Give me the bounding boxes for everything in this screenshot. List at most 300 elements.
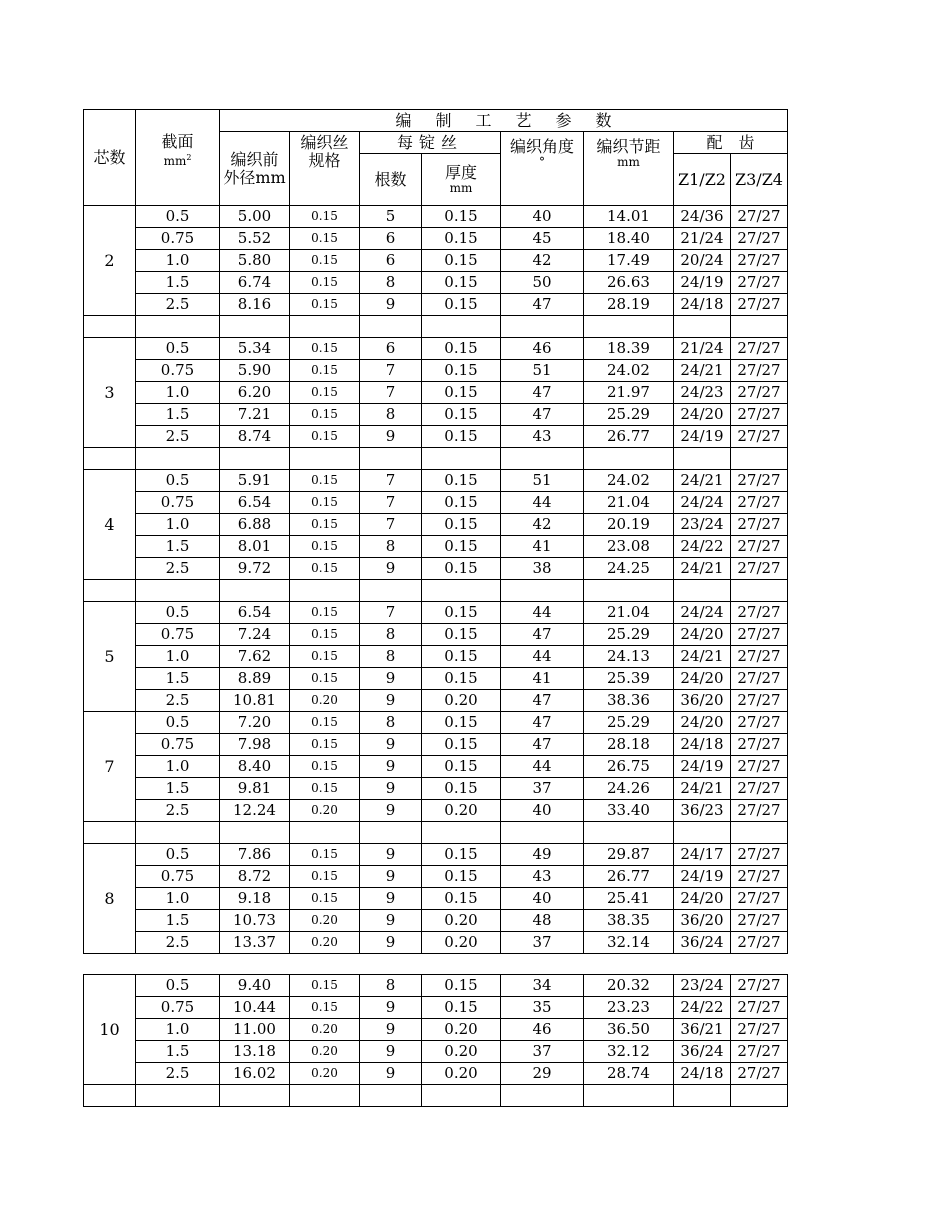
header-section [136, 110, 220, 206]
outer-diameter-cell: 9.72 [220, 558, 290, 580]
header-thickness: 厚度 mm [422, 154, 501, 206]
section-cell: 1.5 [136, 778, 220, 800]
gear-z3-z4-cell: 27/27 [731, 1041, 788, 1063]
braid-angle-cell: 37 [501, 932, 584, 954]
braid-pitch-cell: 26.77 [584, 426, 674, 448]
gear-z3-z4-cell: 27/27 [731, 1019, 788, 1041]
thickness-cell: 0.15 [422, 888, 501, 910]
thickness-cell: 0.20 [422, 1041, 501, 1063]
count-cell: 9 [360, 426, 422, 448]
thickness-cell: 0.15 [422, 646, 501, 668]
outer-diameter-cell: 5.90 [220, 360, 290, 382]
section-cell: 0.75 [136, 734, 220, 756]
gear-z3-z4-cell: 27/27 [731, 360, 788, 382]
section-cell: 0.75 [136, 997, 220, 1019]
count-cell: 9 [360, 668, 422, 690]
braid-pitch-cell: 23.08 [584, 536, 674, 558]
spacer-row [84, 580, 788, 602]
wire-spec-cell: 0.15 [290, 778, 360, 800]
gear-z3-z4-cell: 27/27 [731, 844, 788, 866]
count-cell: 8 [360, 404, 422, 426]
braid-angle-cell: 37 [501, 1041, 584, 1063]
section-cell: 2.5 [136, 800, 220, 822]
wire-spec-cell: 0.15 [290, 294, 360, 316]
count-cell: 9 [360, 932, 422, 954]
wire-spec-cell: 0.20 [290, 800, 360, 822]
gear-z3-z4-cell: 27/27 [731, 734, 788, 756]
gear-z3-z4-cell: 27/27 [731, 228, 788, 250]
outer-diameter-cell: 13.37 [220, 932, 290, 954]
thickness-cell: 0.15 [422, 712, 501, 734]
thickness-cell: 0.15 [422, 844, 501, 866]
thickness-cell: 0.15 [422, 514, 501, 536]
table-row [84, 514, 788, 536]
count-cell: 8 [360, 536, 422, 558]
wire-spec-cell: 0.15 [290, 536, 360, 558]
wire-spec-cell: 0.15 [290, 558, 360, 580]
gear-z3-z4-cell: 27/27 [731, 668, 788, 690]
count-cell: 9 [360, 558, 422, 580]
gear-z3-z4-cell: 27/27 [731, 997, 788, 1019]
outer-diameter-cell: 8.89 [220, 668, 290, 690]
table-row [84, 470, 788, 492]
table-row [84, 228, 788, 250]
table-body [84, 206, 788, 1107]
outer-diameter-cell: 5.52 [220, 228, 290, 250]
braid-pitch-cell: 20.19 [584, 514, 674, 536]
table-row [84, 778, 788, 800]
table-row [84, 360, 788, 382]
braid-angle-cell: 49 [501, 844, 584, 866]
braid-pitch-cell: 32.14 [584, 932, 674, 954]
count-cell: 9 [360, 888, 422, 910]
braid-pitch-cell: 32.12 [584, 1041, 674, 1063]
gear-z1-z2-cell: 24/36 [674, 206, 731, 228]
gear-z1-z2-cell: 21/24 [674, 338, 731, 360]
gear-z1-z2-cell: 24/18 [674, 294, 731, 316]
gear-z3-z4-cell: 27/27 [731, 756, 788, 778]
section-cell: 1.5 [136, 910, 220, 932]
gear-z3-z4-cell: 27/27 [731, 206, 788, 228]
braid-pitch-cell: 25.39 [584, 668, 674, 690]
braid-pitch-cell: 24.26 [584, 778, 674, 800]
gear-z1-z2-cell: 24/20 [674, 668, 731, 690]
gear-z1-z2-cell: 24/22 [674, 997, 731, 1019]
braid-pitch-cell: 18.39 [584, 338, 674, 360]
outer-diameter-cell: 8.40 [220, 756, 290, 778]
section-cell: 1.5 [136, 536, 220, 558]
braid-pitch-cell: 21.97 [584, 382, 674, 404]
outer-diameter-cell: 9.40 [220, 975, 290, 997]
outer-diameter-cell: 6.74 [220, 272, 290, 294]
thickness-cell: 0.15 [422, 426, 501, 448]
section-cell: 1.0 [136, 646, 220, 668]
count-cell: 9 [360, 910, 422, 932]
outer-diameter-cell: 8.74 [220, 426, 290, 448]
wire-spec-cell: 0.15 [290, 844, 360, 866]
braid-pitch-cell: 24.25 [584, 558, 674, 580]
thickness-cell: 0.15 [422, 470, 501, 492]
outer-diameter-cell: 5.34 [220, 338, 290, 360]
count-cell: 8 [360, 624, 422, 646]
outer-diameter-cell: 11.00 [220, 1019, 290, 1041]
section-cell: 0.75 [136, 360, 220, 382]
outer-diameter-cell: 10.73 [220, 910, 290, 932]
table-row [84, 558, 788, 580]
gear-z1-z2-cell: 24/18 [674, 1063, 731, 1085]
gear-z3-z4-cell: 27/27 [731, 1063, 788, 1085]
outer-diameter-cell: 5.80 [220, 250, 290, 272]
spacer-row [84, 448, 788, 470]
gear-z3-z4-cell: 27/27 [731, 646, 788, 668]
section-cell: 1.5 [136, 404, 220, 426]
section-cell: 0.5 [136, 206, 220, 228]
braid-pitch-cell: 26.75 [584, 756, 674, 778]
section-cell: 0.5 [136, 338, 220, 360]
braid-angle-cell: 37 [501, 778, 584, 800]
gear-z3-z4-cell: 27/27 [731, 536, 788, 558]
wire-spec-cell: 0.15 [290, 514, 360, 536]
gear-z3-z4-cell: 27/27 [731, 404, 788, 426]
count-cell: 9 [360, 844, 422, 866]
braid-pitch-cell: 24.13 [584, 646, 674, 668]
wire-spec-cell: 0.20 [290, 932, 360, 954]
count-cell: 9 [360, 756, 422, 778]
header-z1-z2: Z1/Z2 [674, 154, 731, 206]
thickness-cell: 0.20 [422, 1019, 501, 1041]
gear-z3-z4-cell: 27/27 [731, 470, 788, 492]
count-cell: 8 [360, 272, 422, 294]
wire-spec-cell: 0.15 [290, 360, 360, 382]
page-break-row [84, 954, 788, 975]
outer-diameter-cell: 7.62 [220, 646, 290, 668]
table-row [84, 800, 788, 822]
outer-diameter-cell: 7.24 [220, 624, 290, 646]
braid-pitch-cell: 17.49 [584, 250, 674, 272]
braid-pitch-cell: 18.40 [584, 228, 674, 250]
wire-spec-cell: 0.15 [290, 228, 360, 250]
thickness-cell: 0.15 [422, 975, 501, 997]
thickness-cell: 0.15 [422, 338, 501, 360]
table-row [84, 932, 788, 954]
braid-pitch-cell: 25.29 [584, 624, 674, 646]
wire-spec-cell: 0.15 [290, 602, 360, 624]
wire-spec-cell: 0.15 [290, 712, 360, 734]
gear-z3-z4-cell: 27/27 [731, 294, 788, 316]
braid-angle-cell: 51 [501, 360, 584, 382]
thickness-cell: 0.20 [422, 800, 501, 822]
gear-z3-z4-cell: 27/27 [731, 250, 788, 272]
outer-diameter-cell: 7.86 [220, 844, 290, 866]
core-count-cell: 8 [84, 844, 136, 954]
braid-pitch-cell: 25.41 [584, 888, 674, 910]
gear-z3-z4-cell: 27/27 [731, 778, 788, 800]
thickness-cell: 0.15 [422, 272, 501, 294]
table-row [84, 690, 788, 712]
header-z3-z4: Z3/Z4 [731, 154, 788, 206]
braid-pitch-cell: 25.29 [584, 712, 674, 734]
gear-z3-z4-cell: 27/27 [731, 866, 788, 888]
core-count-cell: 10 [84, 975, 136, 1085]
table-row [84, 382, 788, 404]
braid-pitch-cell: 24.02 [584, 470, 674, 492]
gear-z3-z4-cell: 27/27 [731, 800, 788, 822]
braid-angle-cell: 34 [501, 975, 584, 997]
braid-pitch-cell: 25.29 [584, 404, 674, 426]
gear-z3-z4-cell: 27/27 [731, 712, 788, 734]
thickness-cell: 0.15 [422, 250, 501, 272]
wire-spec-cell: 0.20 [290, 690, 360, 712]
gear-z1-z2-cell: 24/21 [674, 646, 731, 668]
section-cell: 1.5 [136, 668, 220, 690]
section-cell: 0.75 [136, 866, 220, 888]
wire-spec-cell: 0.15 [290, 338, 360, 360]
count-cell: 9 [360, 690, 422, 712]
thickness-cell: 0.15 [422, 536, 501, 558]
count-cell: 7 [360, 382, 422, 404]
core-count-cell: 3 [84, 338, 136, 448]
table-row [84, 668, 788, 690]
gear-z3-z4-cell: 27/27 [731, 602, 788, 624]
braid-angle-cell: 47 [501, 734, 584, 756]
gear-z1-z2-cell: 36/24 [674, 932, 731, 954]
count-cell: 7 [360, 602, 422, 624]
section-cell: 0.75 [136, 228, 220, 250]
thickness-cell: 0.15 [422, 492, 501, 514]
gear-z1-z2-cell: 24/17 [674, 844, 731, 866]
wire-spec-cell: 0.15 [290, 382, 360, 404]
braid-angle-cell: 45 [501, 228, 584, 250]
count-cell: 5 [360, 206, 422, 228]
wire-spec-cell: 0.15 [290, 866, 360, 888]
gear-z1-z2-cell: 24/19 [674, 866, 731, 888]
braid-angle-cell: 48 [501, 910, 584, 932]
header-braid-angle: 编织角度 ° [501, 132, 584, 206]
gear-z1-z2-cell: 36/20 [674, 690, 731, 712]
core-count-cell: 5 [84, 602, 136, 712]
count-cell: 9 [360, 800, 422, 822]
braid-angle-cell: 44 [501, 646, 584, 668]
wire-spec-cell: 0.20 [290, 910, 360, 932]
gear-z3-z4-cell: 27/27 [731, 558, 788, 580]
gear-z1-z2-cell: 24/18 [674, 734, 731, 756]
wire-spec-cell: 0.20 [290, 1019, 360, 1041]
braid-angle-cell: 29 [501, 1063, 584, 1085]
table-row [84, 888, 788, 910]
wire-spec-cell: 0.15 [290, 975, 360, 997]
count-cell: 8 [360, 712, 422, 734]
gear-z1-z2-cell: 24/21 [674, 360, 731, 382]
count-cell: 9 [360, 778, 422, 800]
braid-pitch-cell: 28.18 [584, 734, 674, 756]
wire-spec-cell: 0.15 [290, 250, 360, 272]
braid-pitch-cell: 14.01 [584, 206, 674, 228]
gear-z3-z4-cell: 27/27 [731, 426, 788, 448]
table-row [84, 646, 788, 668]
braid-angle-cell: 44 [501, 602, 584, 624]
outer-diameter-cell: 7.20 [220, 712, 290, 734]
section-cell: 1.0 [136, 514, 220, 536]
gear-z3-z4-cell: 27/27 [731, 932, 788, 954]
thickness-cell: 0.20 [422, 910, 501, 932]
table-row [84, 1019, 788, 1041]
outer-diameter-cell: 6.88 [220, 514, 290, 536]
count-cell: 6 [360, 228, 422, 250]
section-cell: 1.5 [136, 272, 220, 294]
braid-pitch-cell: 21.04 [584, 602, 674, 624]
gear-z3-z4-cell: 27/27 [731, 690, 788, 712]
outer-diameter-cell: 8.16 [220, 294, 290, 316]
gear-z3-z4-cell: 27/27 [731, 492, 788, 514]
gear-z3-z4-cell: 27/27 [731, 338, 788, 360]
gear-z1-z2-cell: 24/21 [674, 558, 731, 580]
outer-diameter-cell: 9.81 [220, 778, 290, 800]
table-row [84, 250, 788, 272]
gear-z1-z2-cell: 24/20 [674, 888, 731, 910]
thickness-cell: 0.15 [422, 602, 501, 624]
thickness-cell: 0.15 [422, 206, 501, 228]
section-cell: 1.0 [136, 1019, 220, 1041]
table-row [84, 910, 788, 932]
section-cell: 0.5 [136, 844, 220, 866]
braid-angle-cell: 40 [501, 800, 584, 822]
braid-angle-cell: 46 [501, 338, 584, 360]
braid-angle-cell: 38 [501, 558, 584, 580]
gear-z3-z4-cell: 27/27 [731, 624, 788, 646]
core-count-cell: 2 [84, 206, 136, 316]
outer-diameter-cell: 16.02 [220, 1063, 290, 1085]
table-row [84, 404, 788, 426]
section-cell: 0.5 [136, 975, 220, 997]
braid-angle-cell: 47 [501, 712, 584, 734]
core-count-cell: 4 [84, 470, 136, 580]
gear-z1-z2-cell: 36/23 [674, 800, 731, 822]
thickness-cell: 0.15 [422, 997, 501, 1019]
gear-z1-z2-cell: 24/24 [674, 602, 731, 624]
braid-pitch-cell: 26.77 [584, 866, 674, 888]
wire-spec-cell: 0.15 [290, 734, 360, 756]
count-cell: 9 [360, 866, 422, 888]
braid-angle-cell: 47 [501, 382, 584, 404]
header-braid-pitch: 编织节距 mm [584, 132, 674, 206]
thickness-cell: 0.20 [422, 690, 501, 712]
count-cell: 9 [360, 1063, 422, 1085]
gear-z1-z2-cell: 24/20 [674, 404, 731, 426]
outer-diameter-cell: 7.21 [220, 404, 290, 426]
core-count-cell: 7 [84, 712, 136, 822]
gear-z3-z4-cell: 27/27 [731, 888, 788, 910]
gear-z1-z2-cell: 24/19 [674, 272, 731, 294]
gear-z1-z2-cell: 24/20 [674, 624, 731, 646]
braid-angle-cell: 41 [501, 668, 584, 690]
section-cell: 0.5 [136, 712, 220, 734]
wire-spec-cell: 0.15 [290, 888, 360, 910]
table-row [84, 734, 788, 756]
table-row [84, 624, 788, 646]
table-row [84, 536, 788, 558]
thickness-cell: 0.15 [422, 756, 501, 778]
outer-diameter-cell: 9.18 [220, 888, 290, 910]
table-row [84, 294, 788, 316]
section-cell: 2.5 [136, 932, 220, 954]
wire-spec-cell: 0.15 [290, 470, 360, 492]
table-row [84, 997, 788, 1019]
gear-z3-z4-cell: 27/27 [731, 272, 788, 294]
braid-pitch-cell: 20.32 [584, 975, 674, 997]
outer-diameter-cell: 8.01 [220, 536, 290, 558]
thickness-cell: 0.15 [422, 294, 501, 316]
wire-spec-cell: 0.15 [290, 756, 360, 778]
header-wire-spec: 编织丝 规格 [290, 132, 360, 206]
thickness-cell: 0.15 [422, 360, 501, 382]
braid-pitch-cell: 28.74 [584, 1063, 674, 1085]
section-cell: 2.5 [136, 426, 220, 448]
braid-pitch-cell: 28.19 [584, 294, 674, 316]
wire-spec-cell: 0.15 [290, 404, 360, 426]
braid-angle-cell: 40 [501, 888, 584, 910]
section-cell: 2.5 [136, 690, 220, 712]
wire-spec-cell: 0.15 [290, 997, 360, 1019]
count-cell: 7 [360, 514, 422, 536]
braid-pitch-cell: 23.23 [584, 997, 674, 1019]
section-cell: 0.75 [136, 492, 220, 514]
count-cell: 9 [360, 997, 422, 1019]
section-cell: 1.0 [136, 756, 220, 778]
table-row [84, 1041, 788, 1063]
gear-z1-z2-cell: 24/22 [674, 536, 731, 558]
outer-diameter-cell: 6.54 [220, 602, 290, 624]
thickness-cell: 0.15 [422, 624, 501, 646]
spacer-row [84, 1085, 788, 1107]
gear-z1-z2-cell: 36/20 [674, 910, 731, 932]
table-row [84, 975, 788, 997]
braid-angle-cell: 44 [501, 756, 584, 778]
thickness-cell: 0.20 [422, 932, 501, 954]
braid-pitch-cell: 36.50 [584, 1019, 674, 1041]
table-row [84, 712, 788, 734]
table-row [84, 844, 788, 866]
count-cell: 9 [360, 734, 422, 756]
table-row [84, 866, 788, 888]
gear-z1-z2-cell: 24/23 [674, 382, 731, 404]
outer-diameter-cell: 13.18 [220, 1041, 290, 1063]
wire-spec-cell: 0.15 [290, 492, 360, 514]
header-core-count: 芯数 [84, 110, 136, 206]
table-row [84, 492, 788, 514]
gear-z1-z2-cell: 24/24 [674, 492, 731, 514]
braid-angle-cell: 35 [501, 997, 584, 1019]
gear-z3-z4-cell: 27/27 [731, 910, 788, 932]
count-cell: 6 [360, 250, 422, 272]
count-cell: 7 [360, 492, 422, 514]
gear-z1-z2-cell: 23/24 [674, 514, 731, 536]
gear-z3-z4-cell: 27/27 [731, 975, 788, 997]
section-cell: 2.5 [136, 558, 220, 580]
table-row [84, 272, 788, 294]
outer-diameter-cell: 6.54 [220, 492, 290, 514]
wire-spec-cell: 0.15 [290, 426, 360, 448]
header-count: 根数 [360, 154, 422, 206]
wire-spec-cell: 0.15 [290, 646, 360, 668]
outer-diameter-cell: 5.91 [220, 470, 290, 492]
braid-angle-cell: 50 [501, 272, 584, 294]
section-cell: 2.5 [136, 1063, 220, 1085]
braid-pitch-cell: 21.04 [584, 492, 674, 514]
header-section-label: 截面 [161, 132, 194, 151]
wire-spec-cell: 0.20 [290, 1041, 360, 1063]
outer-diameter-cell: 10.81 [220, 690, 290, 712]
braid-angle-cell: 47 [501, 690, 584, 712]
